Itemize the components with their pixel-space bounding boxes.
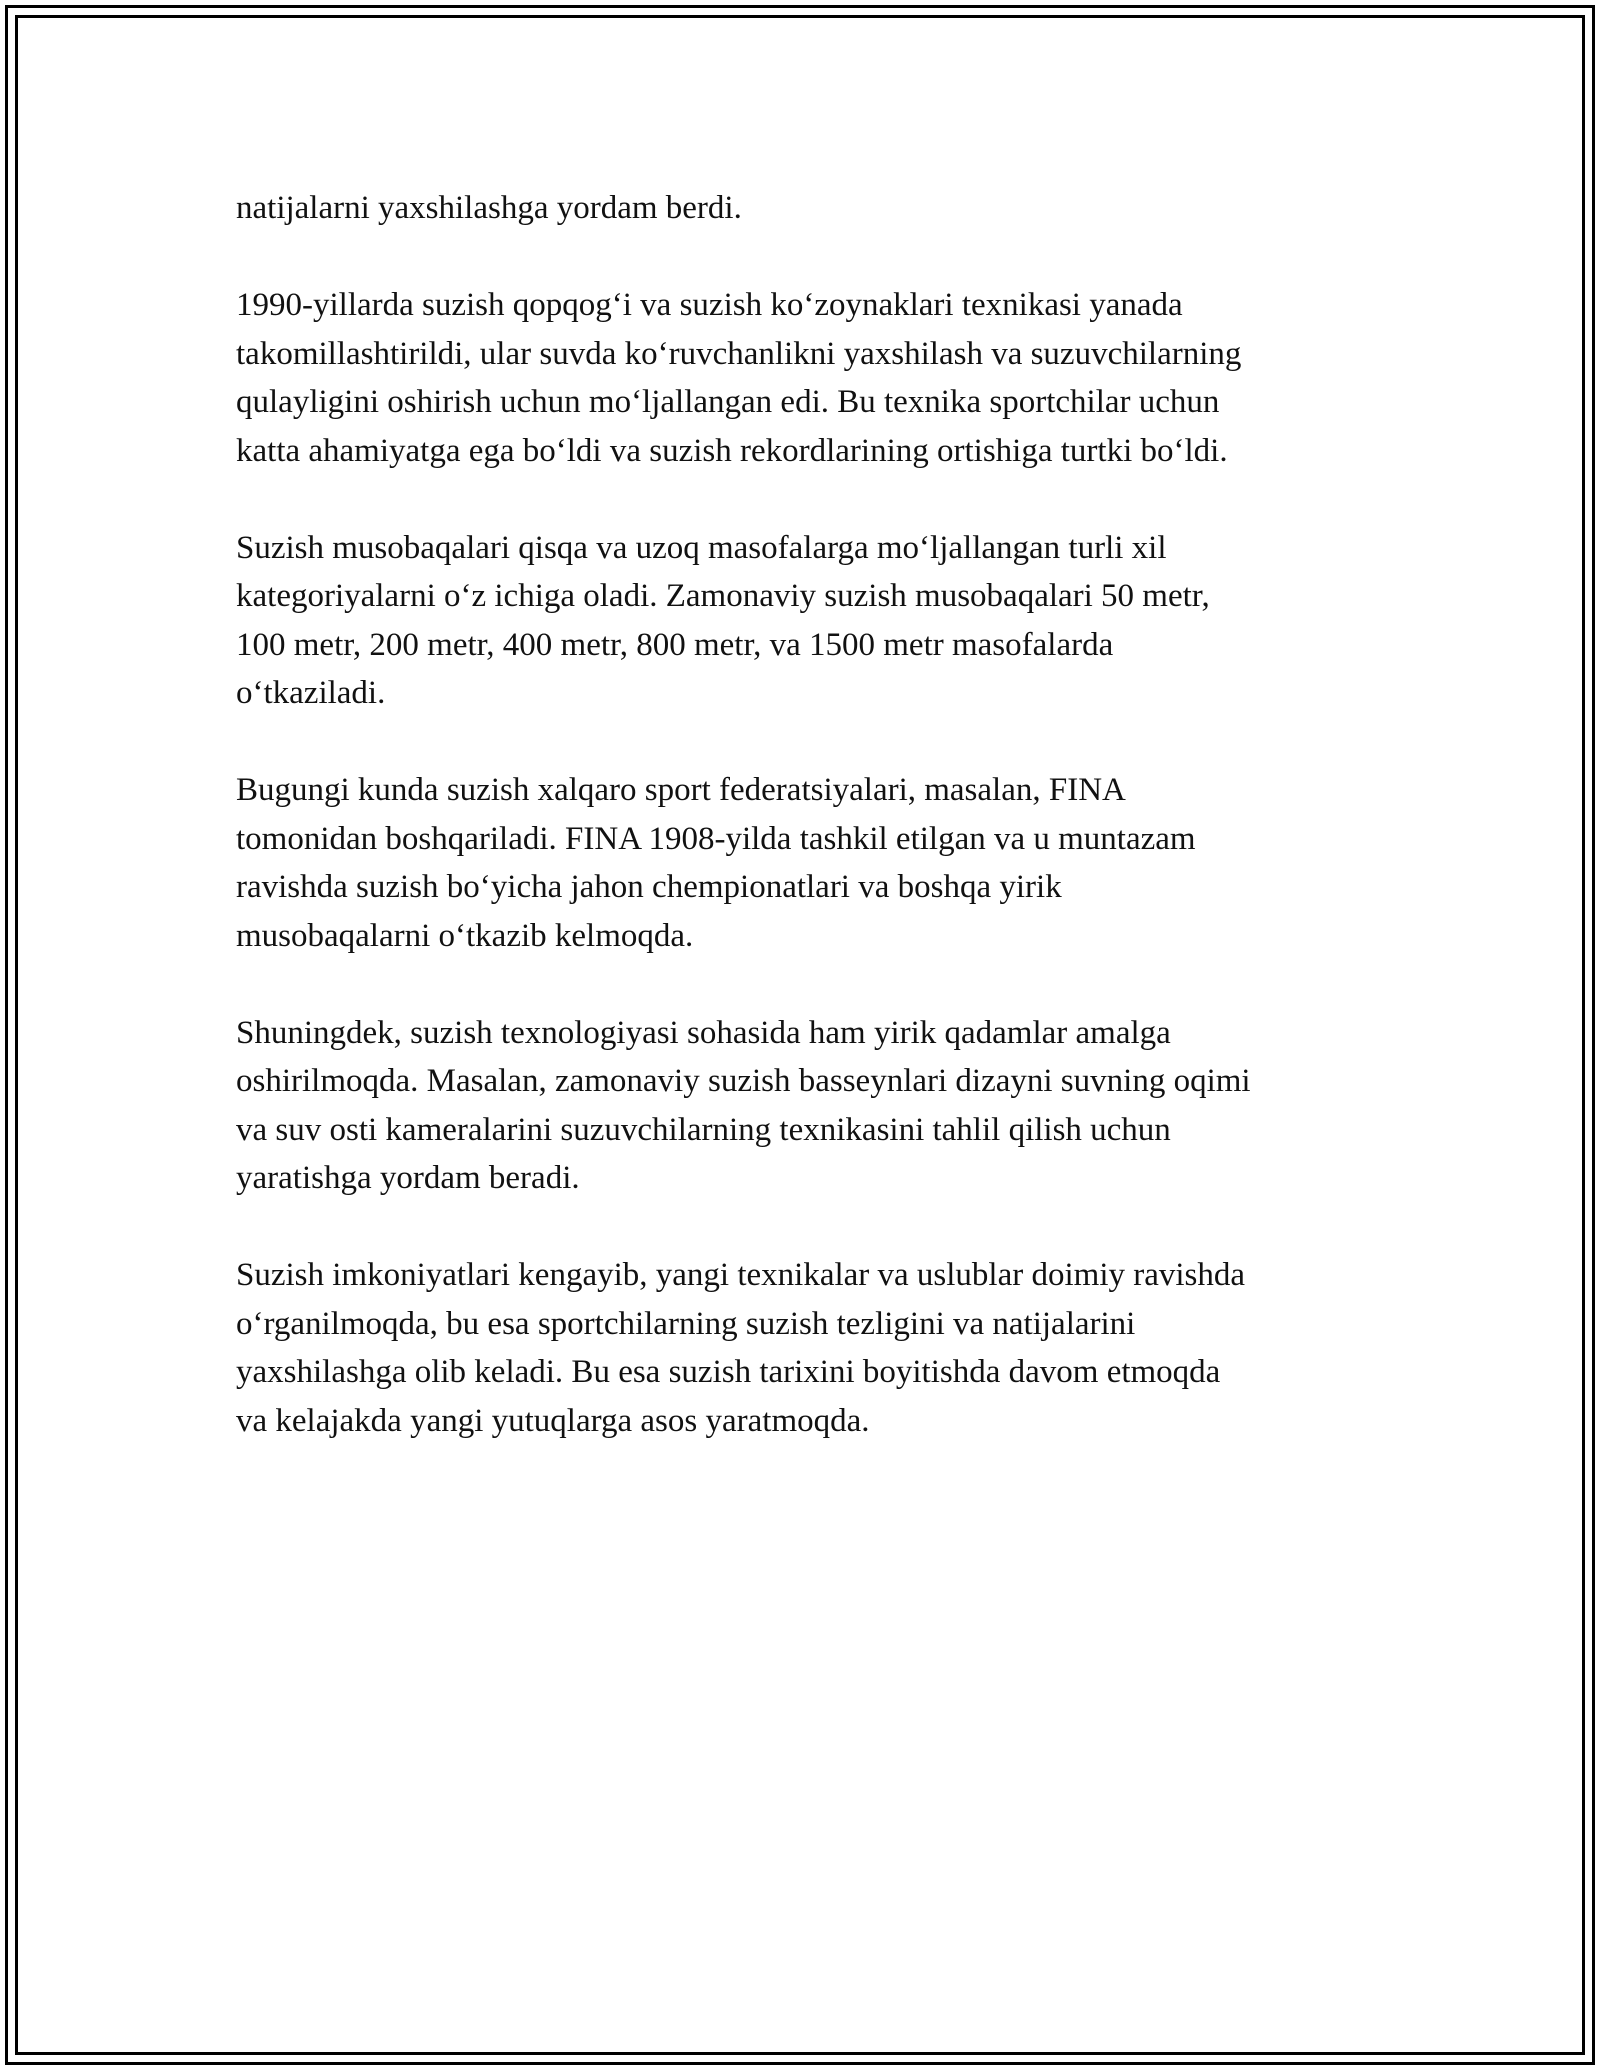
paragraph-6: Suzish imkoniyatlari kengayib, yangi texnikalar va uslublar doimiy ravishda o‘rganilmoqda, bu esa sportchilarning suzish tezligini va natijalarini yaxshilashga olib keladi. Bu esa suzish tarixini boyitishda davom etmoqda va kelajakda yangi yutuqlarga asos yaratmoqda. — [236, 1257, 1246, 1439]
paragraph-5: Shuningdek, suzish texnologiyasi sohasida ham yirik qadamlar amalga oshirilmoqda. Masalan, zamonaviy suzish basseynlari dizayni suvning oqimi va suv osti kameralarini suzuvchilarning texnikasini tahlil qilish uchun yaratishga yordam beradi. — [236, 1014, 1251, 1196]
paragraph-1: natijalarni yaxshilashga yordam berdi. — [236, 190, 742, 226]
paragraph-2: 1990-yillarda suzish qopqog‘i va suzish ko‘zoynaklari texnikasi yanada takomillashtirildi, ular suvda ko‘ruvchanlikni yaxshilash va suzuvchilarning qulayligini oshirish uchun mo‘ljallangan edi. Bu texnika sportchilar uchun katta ahamiyatga ega bo‘ldi va suzish rekordlarining ortishiga turtki bo‘ldi. — [236, 287, 1242, 469]
document-body — [236, 184, 1376, 1494]
paragraph-4: Bugungi kunda suzish xalqaro sport federatsiyalari, masalan, FINA tomonidan boshqariladi. FINA 1908-yilda tashkil etilgan va u muntazam ravishda suzish bo‘yicha jahon chempionatlari va boshqa yirik musobaqalarni o‘tkazib kelmoqda. — [236, 772, 1196, 954]
paragraph-3: Suzish musobaqalari qisqa va uzoq masofalarga mo‘ljallangan turli xil kategoriyalarni o‘z ichiga oladi. Zamonaviy suzish musobaqalari 50 metr, 100 metr, 200 metr, 400 metr, 800 metr, va 1500 metr masofalarda o‘tkaziladi. — [236, 529, 1210, 711]
